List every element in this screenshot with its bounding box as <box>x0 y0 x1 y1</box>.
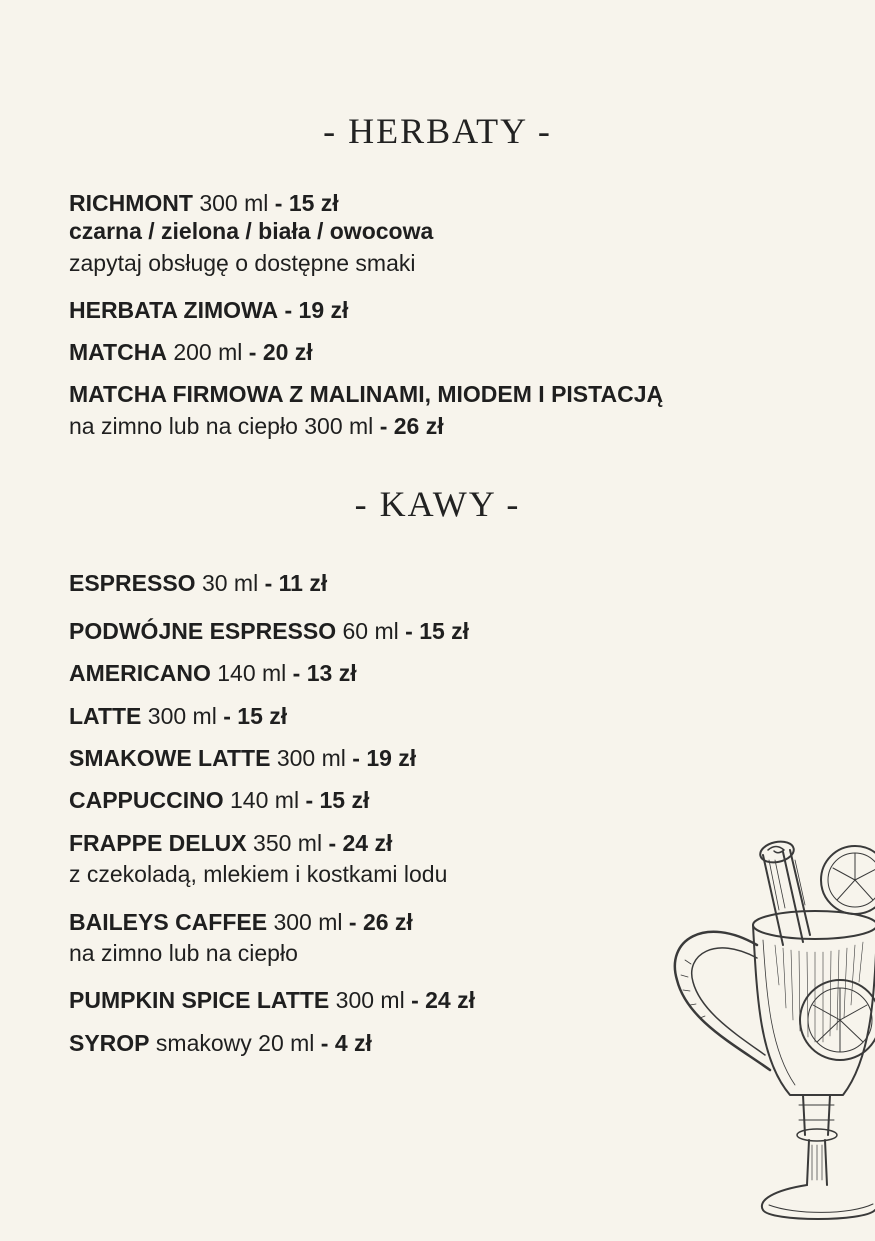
item-price: - 19 zł <box>352 745 417 771</box>
baileys-caffee-description: na zimno lub na ciepło <box>69 940 298 966</box>
menu-item-podwojne-espresso <box>69 617 469 645</box>
item-price: - 11 zł <box>264 570 328 596</box>
item-price: - 26 zł <box>348 909 413 935</box>
item-description: na zimno lub na ciepło 300 ml <box>69 413 374 439</box>
menu-item-baileys-caffee <box>69 908 413 936</box>
item-price: - 24 zł <box>411 987 476 1013</box>
item-volume: 300 ml <box>199 190 269 216</box>
menu-item-smakowe-latte <box>69 744 416 772</box>
item-name: MATCHA <box>69 339 167 365</box>
item-name: SYROP <box>69 1030 150 1056</box>
item-volume: 140 ml <box>217 660 287 686</box>
item-name: SMAKOWE LATTE <box>69 745 271 771</box>
matcha-firmowa-detail <box>69 412 444 440</box>
menu-item-espresso <box>69 569 327 597</box>
item-volume: 300 ml <box>147 703 217 729</box>
item-price: - 19 zł <box>284 297 349 323</box>
item-name: HERBATA ZIMOWA <box>69 297 279 323</box>
menu-item-herbata-zimowa <box>69 296 348 324</box>
item-name: AMERICANO <box>69 660 211 686</box>
menu-item-pumpkin-spice-latte <box>69 986 475 1014</box>
mulled-wine-glass-icon <box>665 830 875 1235</box>
menu-item-richmont <box>69 189 339 217</box>
item-volume: 300 ml <box>273 909 343 935</box>
item-name: ESPRESSO <box>69 570 196 596</box>
menu-item-syrop <box>69 1029 372 1057</box>
item-volume: 300 ml <box>335 987 405 1013</box>
item-name: BAILEYS CAFFEE <box>69 909 268 935</box>
item-price: - 15 zł <box>223 703 288 729</box>
item-volume: 30 ml <box>201 570 259 596</box>
item-name: CAPPUCCINO <box>69 787 224 813</box>
item-name: PODWÓJNE ESPRESSO <box>69 618 337 644</box>
item-volume: 200 ml <box>173 339 243 365</box>
item-volume: 300 ml <box>276 745 346 771</box>
item-price: - 15 zł <box>405 618 470 644</box>
item-price: - 15 zł <box>305 787 370 813</box>
item-price: - 26 zł <box>379 413 444 439</box>
item-price: - 20 zł <box>248 339 313 365</box>
menu-item-frappe-delux <box>69 829 392 857</box>
kawy-title: - KAWY - <box>354 484 521 524</box>
item-price: - 4 zł <box>320 1030 372 1056</box>
item-name: PUMPKIN SPICE LATTE <box>69 987 330 1013</box>
menu-item-cappuccino <box>69 786 369 814</box>
item-price: - 15 zł <box>274 190 339 216</box>
herbaty-title: - HERBATY - <box>323 111 552 151</box>
item-price: - 13 zł <box>292 660 357 686</box>
frappe-delux-description: z czekoladą, mlekiem i kostkami lodu <box>69 861 448 887</box>
item-volume: 350 ml <box>253 830 323 856</box>
menu-item-matcha <box>69 338 313 366</box>
richmont-note: zapytaj obsługę o dostępne smaki <box>69 250 416 276</box>
item-name: FRAPPE DELUX <box>69 830 247 856</box>
menu-item-americano <box>69 659 357 687</box>
item-price: - 24 zł <box>328 830 393 856</box>
menu-item-matcha-firmowa: MATCHA FIRMOWA Z MALINAMI, MIODEM I PISTACJĄ <box>69 381 664 407</box>
item-name: RICHMONT <box>69 190 193 216</box>
item-volume: 140 ml <box>230 787 300 813</box>
richmont-flavors: czarna / zielona / biała / owocowa <box>69 218 434 244</box>
menu-item-latte <box>69 702 287 730</box>
item-volume: smakowy 20 ml <box>155 1030 315 1056</box>
item-volume: 60 ml <box>342 618 399 644</box>
item-name: LATTE <box>69 703 142 729</box>
